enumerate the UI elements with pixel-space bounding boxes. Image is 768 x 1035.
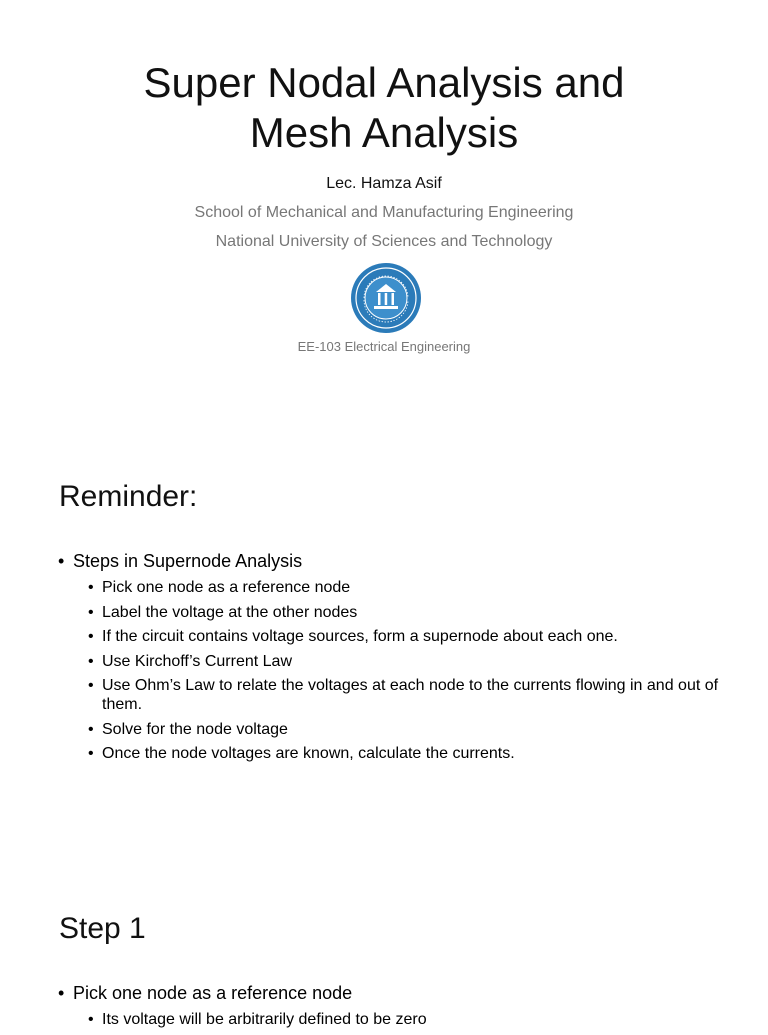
- list-item: • Solve for the node voltage: [73, 720, 722, 739]
- affiliation-school: School of Mechanical and Manufacturing Engineering: [194, 204, 574, 221]
- bullet-list: [58, 982, 722, 1035]
- list-item: [58, 550, 722, 763]
- slide-title: [0, 58, 768, 158]
- bullet-text: Pick one node as a reference node: [73, 983, 353, 1003]
- title-line-2: Mesh Analysis: [249, 109, 519, 156]
- list-item: • Label the voltage at the other nodes: [73, 603, 722, 622]
- university-seal-icon: [350, 262, 422, 334]
- bullet-text: Steps in Supernode Analysis: [73, 551, 303, 571]
- sub-bullet-list: [73, 1010, 722, 1029]
- slide-heading: Step 1: [59, 912, 146, 945]
- affiliation-university: National University of Sciences and Technology: [215, 233, 553, 250]
- list-item: • Use Kirchoff’s Current Law: [73, 652, 722, 671]
- list-item: • Its voltage will be arbitrarily defined to be zero: [73, 1010, 722, 1029]
- author: Lec. Hamza Asif: [326, 175, 442, 192]
- list-item: • If the circuit contains voltage sources, form a supernode about each one.: [73, 627, 722, 646]
- title-line-1: Super Nodal Analysis and: [143, 59, 625, 106]
- title-slide: [0, 0, 768, 432]
- slide-heading: Reminder:: [59, 480, 198, 513]
- bullet-list: [58, 550, 722, 769]
- list-item: • Once the node voltages are known, calculate the currents.: [73, 744, 722, 763]
- step-slide: [0, 864, 768, 1028]
- list-item: [58, 982, 722, 1029]
- list-item: • Pick one node as a reference node: [73, 578, 722, 597]
- reminder-slide: [0, 432, 768, 864]
- sub-bullet-list: [73, 578, 722, 763]
- course-label: EE-103 Electrical Engineering: [297, 339, 471, 354]
- list-item: • Use Ohm’s Law to relate the voltages at each node to the currents flowing in and out of them.: [73, 676, 722, 714]
